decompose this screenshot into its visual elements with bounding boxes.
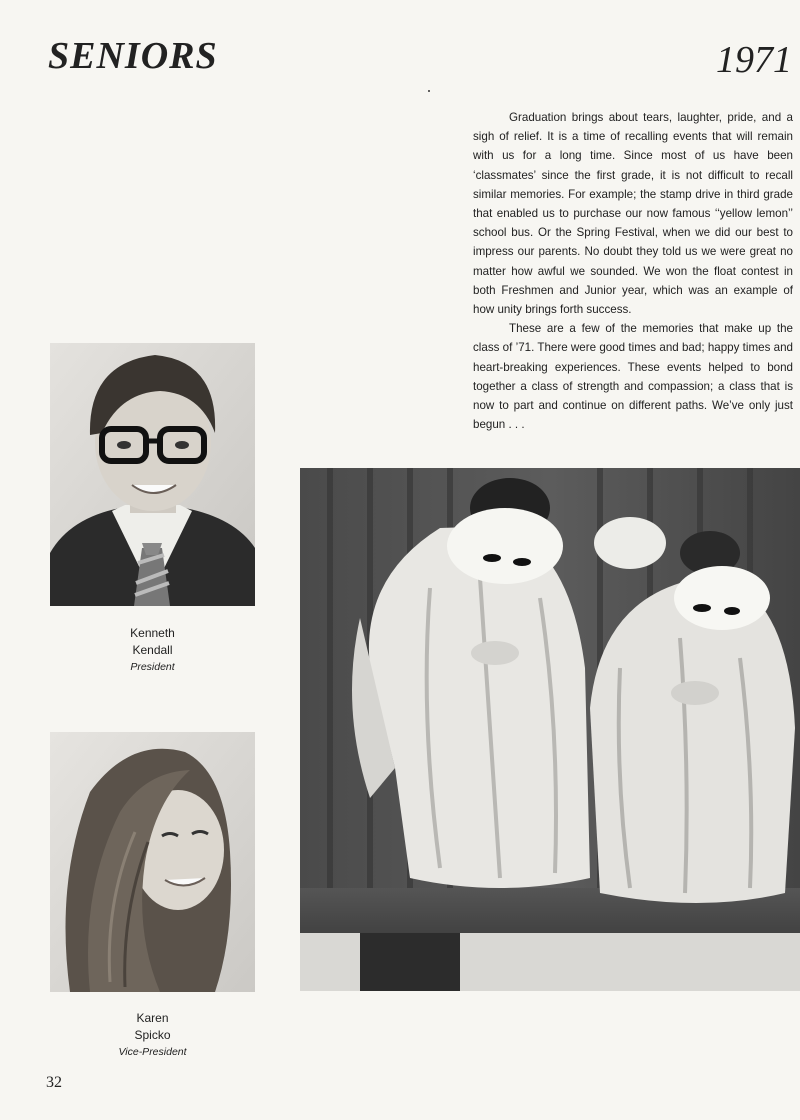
portrait-vice-president-photo [50, 732, 255, 992]
caption-vice-president [50, 1010, 255, 1061]
vice-president-role: Vice-President [118, 1046, 187, 1058]
intro-paragraph-1: Graduation brings about tears, laughter, pride, and a sigh of relief. It is a time of recalling events that will remain with us for a long time. Since most of us have been ‘classmates’ since the first grade, it is not difficult to recall similar memories. For example; the stamp drive in third grade that enabled us to purchase our now famous ‘‘yellow lemon’’ school bus. Or the Spring Festival, when we did our best to impress our parents. No doubt they told us we were great no matter how awful we sounded. We won the float contest in both Freshmen and Junior year, which was an example of how unity brings forth success. [473, 111, 793, 317]
vice-president-last-name: Spicko [134, 1028, 171, 1042]
president-role: President [130, 661, 175, 673]
vice-president-first-name: Karen [136, 1011, 169, 1025]
intro-paragraph-2: These are a few of the memories that make up the class of ’71. There were good times and bad; happy times and heart-breaking experiences. These events helped to bond together a class of strength and compassion; a class that is now to part and continue on different paths. We’ve only just begun . . . [473, 322, 793, 432]
portrait-president-photo [50, 343, 255, 606]
stage-performance-photo [300, 468, 800, 991]
page-number: 32 [46, 1074, 62, 1091]
print-speck [428, 90, 430, 92]
president-first-name: Kenneth [130, 626, 175, 640]
intro-text [473, 108, 793, 434]
section-title: SENIORS [48, 35, 218, 77]
president-last-name: Kendall [132, 643, 173, 657]
caption-president [50, 625, 255, 676]
year-title: 1971 [716, 39, 792, 81]
